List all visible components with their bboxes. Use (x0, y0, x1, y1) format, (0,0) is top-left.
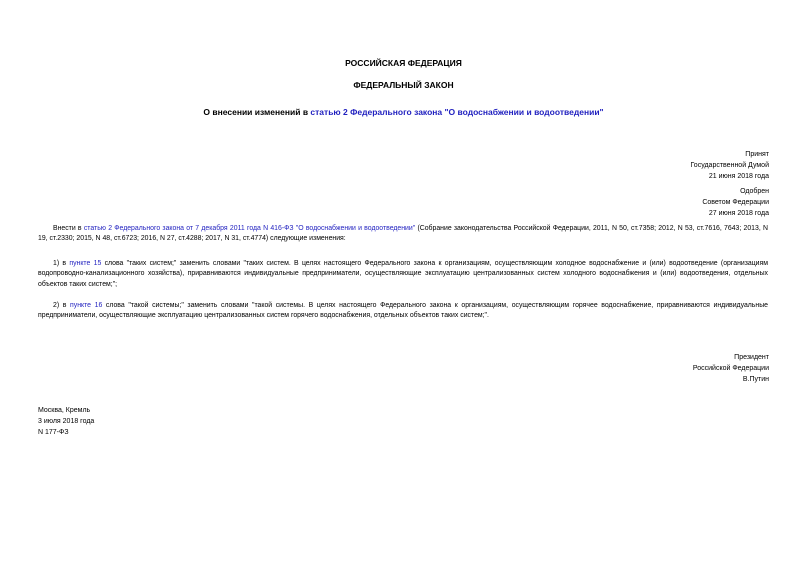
approval-line3: 27 июня 2018 года (708, 210, 769, 217)
item1-paragraph (38, 259, 768, 290)
place-line1: Москва, Кремль (38, 407, 91, 414)
item1-prefix: 1) в (53, 260, 70, 267)
item2-link[interactable]: пункте 16 (70, 302, 103, 309)
item2-text: слова "такой системы;" заменить словами "такой системы. В целях настоящего Федерального закона к организациям, осуществляющим горячее водоснабжение, приравниваются индивидуальные предприниматели, осуществляющие эксплуатацию централизованных систем горячего водоснабжения, отдельных объектов таких систем;". (38, 302, 768, 320)
intro-prefix: Внести в (53, 225, 84, 232)
item1-link[interactable]: пункте 15 (69, 260, 102, 267)
place-line2: 3 июля 2018 года (38, 418, 95, 425)
place-line3: N 177-ФЗ (38, 429, 69, 436)
approval-line2: Советом Федерации (702, 199, 769, 206)
adoption-line3: 21 июня 2018 года (708, 173, 769, 180)
adoption-line2: Государственной Думой (690, 162, 769, 169)
adoption-block (690, 149, 769, 182)
place-date-block (38, 405, 94, 438)
law-title-prefix: О внесении изменений в (203, 107, 311, 117)
approval-block (702, 186, 769, 219)
item2-prefix: 2) в (53, 302, 71, 309)
intro-paragraph (38, 224, 768, 245)
law-type-heading: ФЕДЕРАЛЬНЫЙ ЗАКОН (353, 80, 454, 90)
item2-paragraph (38, 301, 768, 322)
item1-text: слова "таких систем;" заменить словами "таких систем. В целях настоящего Федерального закона к организациям, осуществляющим холодное водоснабжение и (или) водоотведение (организациям водопроводно-канализационного хозяйства), приравниваются индивидуальные предприниматели, осуществляющие эксплуатацию централизованных систем холодного водоснабжения и (или) водоотведения, отдельных объектов таких систем;"; (38, 260, 768, 288)
intro-law-link[interactable]: статью 2 Федерального закона от 7 декабря 2011 года N 416-ФЗ "О водоснабжении и водоотведении" (83, 225, 416, 232)
signature-block (693, 352, 769, 385)
intro-suffix: (Собрание законодательства Российской Федерации, 2011, N 50, ст.7358; 2012, N 53, ст.7616, 7643; 2013, N 19, ст.2330; 2015, N 48, ст.6723; 2016, N 27, ст.4288; 2017, N 31, ст.4774) следующие изменения: (38, 225, 768, 243)
adoption-line1: Принят (745, 151, 769, 158)
country-heading: РОССИЙСКАЯ ФЕДЕРАЦИЯ (345, 58, 462, 68)
law-title (0, 107, 807, 117)
law-title-link[interactable]: статью 2 Федерального закона "О водоснабжении и водоотведении" (310, 107, 604, 117)
approval-line1: Одобрен (740, 188, 769, 195)
signature-line1: Президент (734, 354, 769, 361)
signature-line2: Российской Федерации (692, 365, 769, 372)
signature-line3: В.Путин (742, 376, 769, 383)
